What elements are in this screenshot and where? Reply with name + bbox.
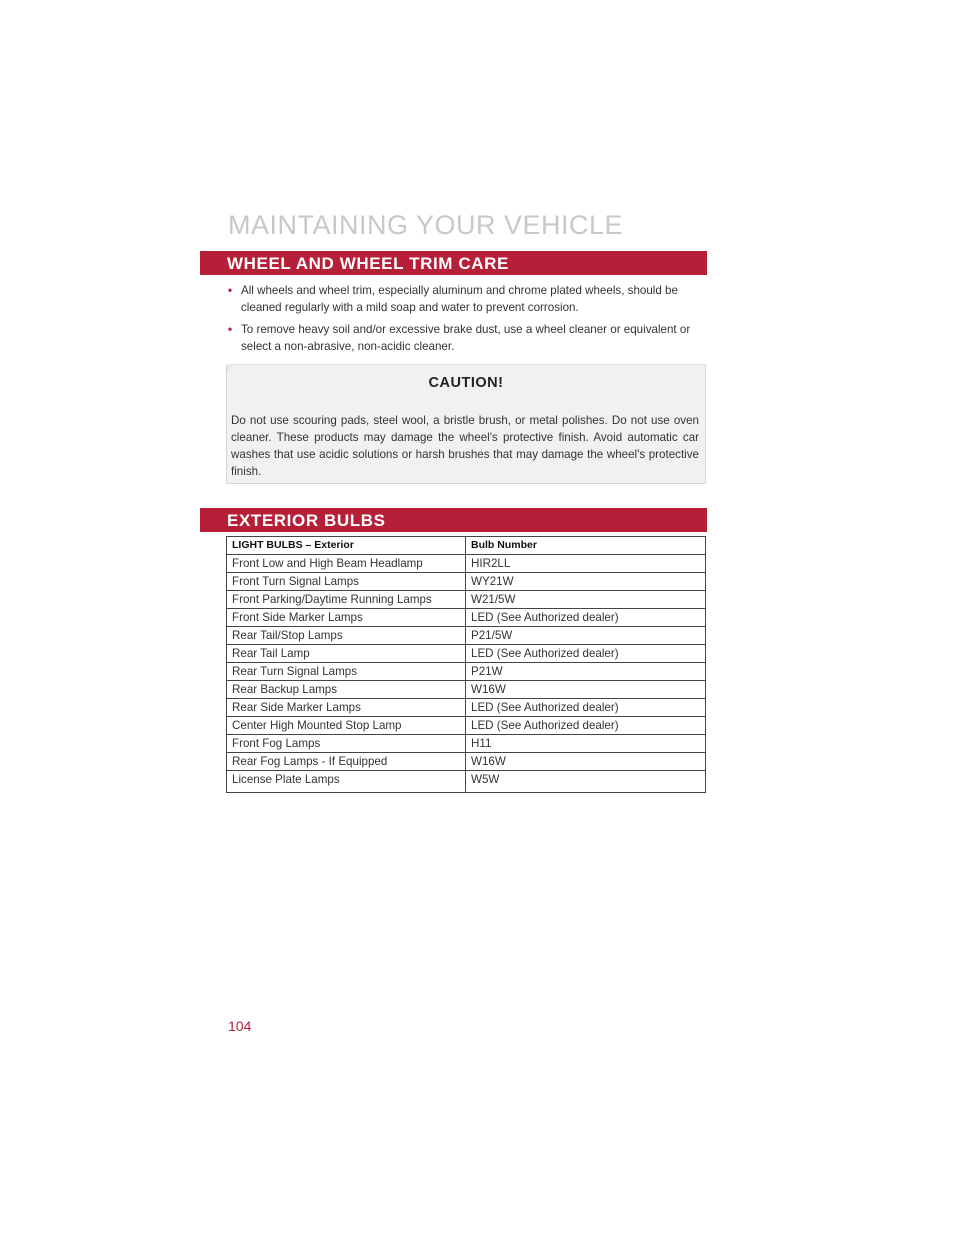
bulb-location-cell: Rear Backup Lamps: [227, 681, 466, 699]
wheel-care-heading: WHEEL AND WHEEL TRIM CARE: [200, 251, 707, 275]
table-row: [227, 645, 706, 663]
table-row: [227, 771, 706, 793]
bulb-number-cell: WY21W: [466, 573, 706, 591]
page-number: 104: [228, 1018, 252, 1034]
table-row: [227, 735, 706, 753]
bulb-location-cell: Rear Side Marker Lamps: [227, 699, 466, 717]
table-row: [227, 717, 706, 735]
wheel-care-bullets: [228, 282, 698, 360]
bulb-number-cell: LED (See Authorized dealer): [466, 645, 706, 663]
bulb-number-cell: HIR2LL: [466, 555, 706, 573]
bulb-number-cell: LED (See Authorized dealer): [466, 717, 706, 735]
bulb-location-cell: Front Low and High Beam Headlamp: [227, 555, 466, 573]
caution-body: Do not use scouring pads, steel wool, a bristle brush, or metal polishes. Do not use oven cleaner. These products may damage the wheel's protective finish. Avoid automatic car washes that use acidic solutions or harsh brushes that may damage the wheel's protective finish.: [231, 414, 699, 478]
bullet-glyph: •: [228, 323, 233, 336]
bulb-location-cell: Rear Fog Lamps - If Equipped: [227, 753, 466, 771]
bulb-number-cell: P21/5W: [466, 627, 706, 645]
table-row: [227, 753, 706, 771]
bulb-location-cell: Front Turn Signal Lamps: [227, 573, 466, 591]
table-row: [227, 555, 706, 573]
bullet-glyph: •: [228, 284, 233, 297]
bulb-number-cell: W5W: [466, 771, 706, 793]
bulb-location-cell: Front Side Marker Lamps: [227, 609, 466, 627]
column-header: Bulb Number: [466, 537, 706, 555]
bulb-number-cell: LED (See Authorized dealer): [466, 609, 706, 627]
bulb-number-cell: W16W: [466, 753, 706, 771]
table-row: [227, 627, 706, 645]
bulb-location-cell: Center High Mounted Stop Lamp: [227, 717, 466, 735]
bulb-location-cell: Rear Tail/Stop Lamps: [227, 627, 466, 645]
table-row: [227, 573, 706, 591]
wheel-care-bullet: [228, 321, 698, 355]
exterior-bulbs-heading: EXTERIOR BULBS: [200, 508, 707, 532]
bulb-location-cell: Rear Turn Signal Lamps: [227, 663, 466, 681]
table-body: [227, 555, 706, 793]
table-row: [227, 681, 706, 699]
bulb-number-cell: P21W: [466, 663, 706, 681]
table-row: [227, 663, 706, 681]
bullet-text: To remove heavy soil and/or excessive brake dust, use a wheel cleaner or equivalent or select a non-abrasive, non-acidic cleaner.: [241, 323, 691, 353]
caution-title: CAUTION!: [428, 375, 504, 391]
section-title: MAINTAINING YOUR VEHICLE: [228, 210, 624, 240]
bulb-number-cell: H11: [466, 735, 706, 753]
table-row: [227, 591, 706, 609]
bulb-number-cell: LED (See Authorized dealer): [466, 699, 706, 717]
wheel-care-bullet: [228, 282, 698, 316]
bulb-number-cell: W21/5W: [466, 591, 706, 609]
exterior-bulbs-table: [226, 536, 706, 793]
bulb-number-cell: W16W: [466, 681, 706, 699]
bullet-text: All wheels and wheel trim, especially aluminum and chrome plated wheels, should be cleaned regularly with a mild soap and water to prevent corrosion.: [241, 284, 678, 314]
table-row: [227, 699, 706, 717]
bulb-location-cell: Front Fog Lamps: [227, 735, 466, 753]
column-header: LIGHT BULBS – Exterior: [227, 537, 466, 555]
bulb-location-cell: License Plate Lamps: [227, 771, 466, 793]
caution-box: [226, 364, 706, 484]
table-header-row: [227, 537, 706, 555]
bulb-location-cell: Rear Tail Lamp: [227, 645, 466, 663]
table-row: [227, 609, 706, 627]
bulb-location-cell: Front Parking/Daytime Running Lamps: [227, 591, 466, 609]
